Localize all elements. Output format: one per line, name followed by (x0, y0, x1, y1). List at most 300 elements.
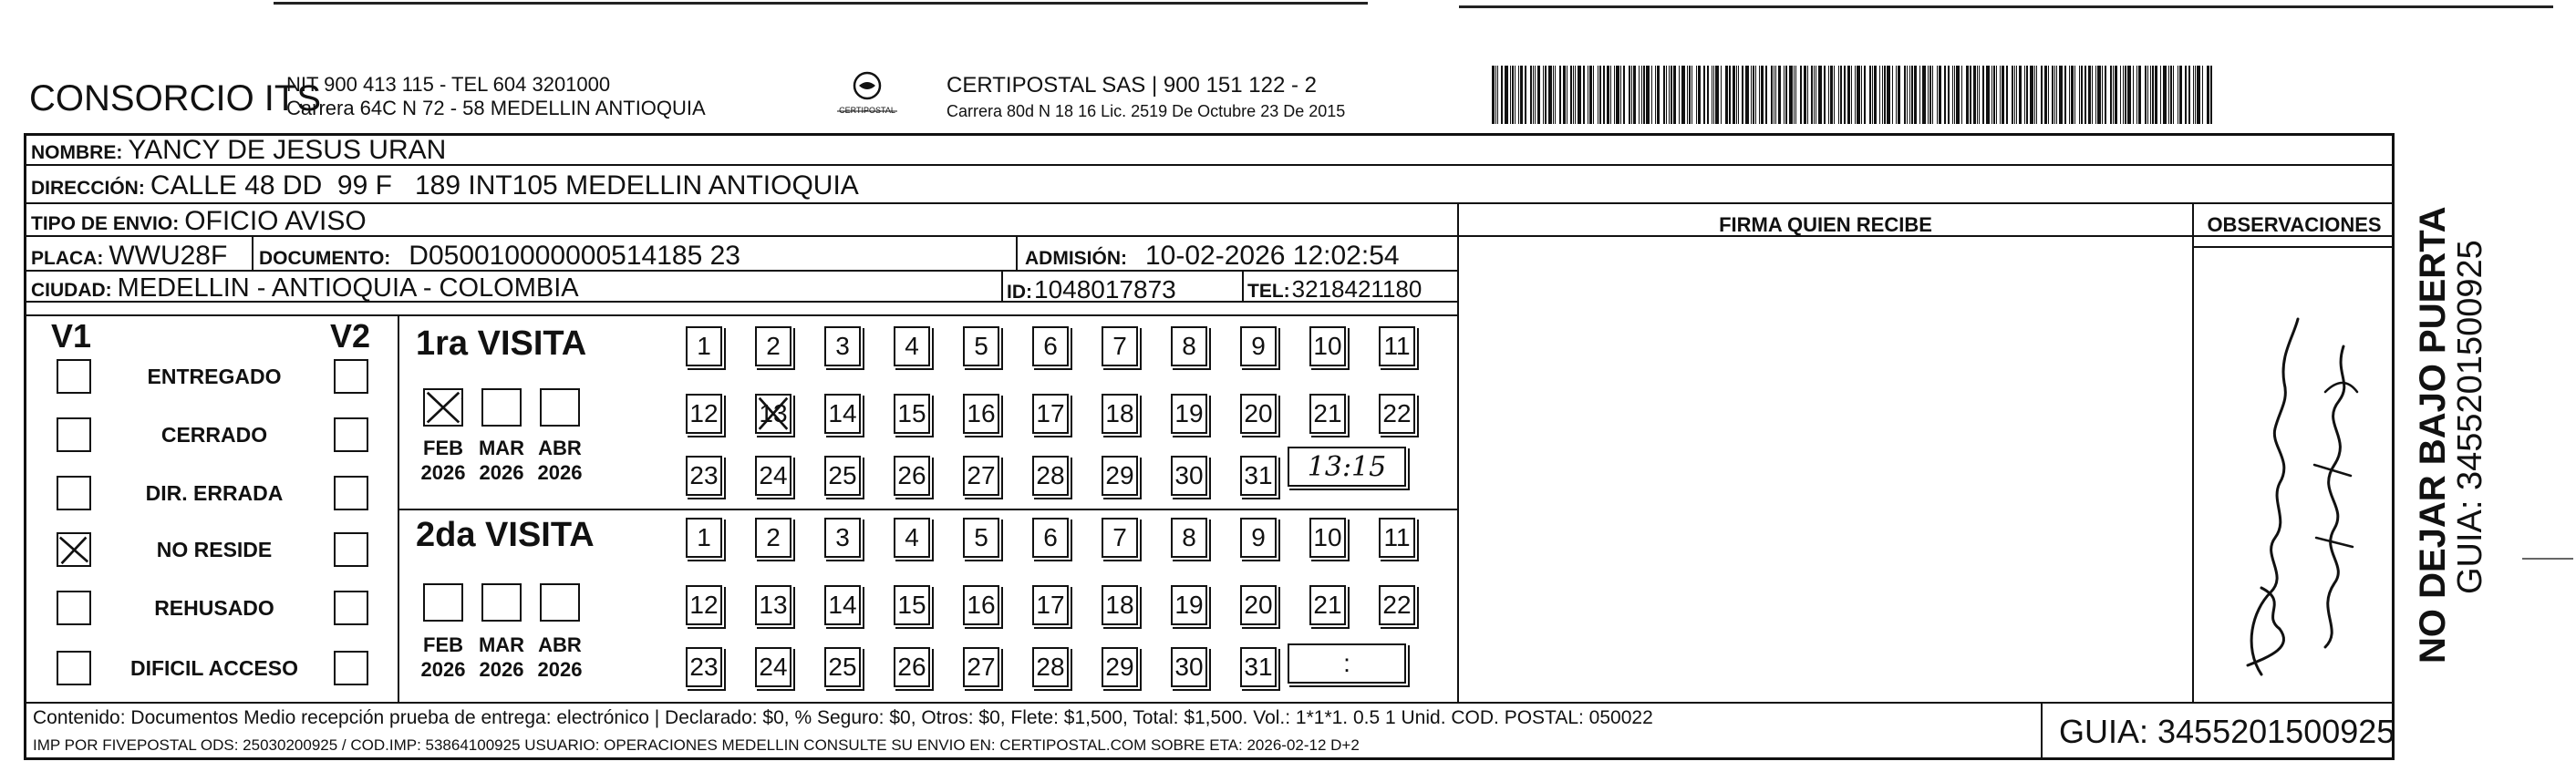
visit1-day-box[interactable] (1102, 456, 1138, 496)
barcode-bar (1703, 66, 1705, 124)
barcode-bar (1548, 66, 1552, 124)
visit2-day-box[interactable] (686, 518, 722, 558)
barcode-bar (1725, 66, 1728, 124)
status-v1-checkbox[interactable] (57, 532, 91, 567)
visit1-day-box[interactable] (755, 456, 791, 496)
barcode-bar (2102, 66, 2103, 124)
barcode-bar (1824, 66, 1826, 124)
visit2-day-box[interactable] (755, 518, 791, 558)
barcode-bar (1864, 66, 1866, 124)
rule (1457, 202, 1459, 702)
day-number: 21 (1313, 399, 1342, 427)
barcode-bar (1687, 66, 1688, 124)
barcode-bar (1751, 66, 1752, 124)
barcode-bar (1745, 66, 1749, 124)
status-v1-checkbox[interactable] (57, 359, 91, 394)
visit2-day-box[interactable] (1032, 585, 1069, 625)
day-number: 20 (1244, 591, 1273, 619)
barcode-bar (2110, 66, 2112, 124)
status-label: ENTREGADO (147, 365, 282, 388)
value-nombre: YANCY DE JESUS URAN (128, 135, 447, 165)
barcode-bar (1623, 66, 1625, 124)
barcode-bar (1970, 66, 1971, 124)
barcode-bar (1778, 66, 1781, 124)
barcode-bar (1655, 66, 1656, 124)
status-v1-checkbox[interactable] (57, 591, 91, 625)
barcode-bar (1698, 66, 1701, 124)
day-number: 3 (835, 523, 850, 551)
visit2-day-box[interactable] (1309, 585, 1346, 625)
barcode-bar (1663, 66, 1665, 124)
footer-guia: GUIA: 3455201500925 (2059, 713, 2395, 750)
visit1-month-checkbox[interactable] (540, 388, 580, 427)
visit1-day-box[interactable] (894, 456, 930, 496)
visit1-day-box[interactable] (686, 394, 722, 434)
barcode-bar (1520, 66, 1523, 124)
barcode-bar (1844, 66, 1846, 124)
visit1-day-box[interactable] (1379, 326, 1415, 366)
visit2-time-box (1288, 643, 1424, 689)
scan-edge-lines (0, 0, 2576, 15)
barcode-bar (1614, 66, 1615, 124)
visit2-day-box[interactable] (963, 518, 999, 558)
visit1-month-label (474, 436, 529, 485)
visit1-day-box[interactable] (1171, 456, 1207, 496)
barcode-bar (1651, 66, 1652, 124)
barcode-bar (1869, 66, 1871, 124)
row-direccion (31, 170, 859, 201)
day-number: 11 (1383, 332, 1411, 360)
label-ciudad: CIUDAD: (31, 280, 112, 301)
day-number: 24 (759, 461, 788, 489)
barcode-bar (1535, 66, 1536, 124)
label-placa: PLACA: (31, 248, 104, 269)
barcode-bar (2019, 66, 2022, 124)
barcode-bar (1879, 66, 1880, 124)
visit1-day-box[interactable] (963, 326, 999, 366)
month-name: ABR (538, 437, 582, 459)
certipostal-info (947, 73, 1345, 121)
barcode-bar (2202, 66, 2203, 124)
visit2-day-box[interactable] (755, 585, 791, 625)
barcode-bar (1666, 66, 1667, 124)
day-number: 3 (835, 332, 850, 360)
value-documento: D050010000000514185 23 (409, 241, 740, 271)
barcode-bar (2105, 66, 2106, 124)
barcode-bar (2095, 66, 2096, 124)
day-number: 18 (1105, 399, 1134, 427)
day-number: 22 (1382, 399, 1412, 427)
day-number: 29 (1105, 653, 1134, 681)
barcode-bar (1753, 66, 1754, 124)
barcode-bar (2071, 66, 2074, 124)
rule (24, 702, 2395, 704)
visit2-month-checkbox[interactable] (481, 583, 522, 622)
visit2-day-box[interactable] (824, 585, 861, 625)
barcode-bar (1872, 66, 1873, 124)
status-v2-checkbox[interactable] (334, 591, 368, 625)
barcode-bar (1589, 66, 1592, 124)
visit1-day-box[interactable] (1240, 456, 1277, 496)
barcode-bar (1929, 66, 1931, 124)
barcode-bar (1631, 66, 1632, 124)
day-number: 23 (689, 653, 719, 681)
barcode-bar (2113, 66, 2114, 124)
barcode-bar (1804, 66, 1806, 124)
day-number: 30 (1174, 461, 1204, 489)
visit2-day-box[interactable] (963, 647, 999, 687)
company-address-line: Carrera 64C N 72 - 58 MEDELLIN ANTIOQUIA (286, 97, 706, 119)
visit1-month-checkbox[interactable] (423, 388, 463, 427)
visit1-day-box[interactable] (963, 456, 999, 496)
day-number: 31 (1244, 461, 1273, 489)
barcode-bar (2044, 66, 2047, 124)
day-number: 29 (1105, 461, 1134, 489)
visit1-day-box[interactable] (1032, 326, 1069, 366)
v1-heading: V1 (51, 317, 92, 355)
barcode-bar (1919, 66, 1920, 124)
barcode-bar (1553, 66, 1554, 124)
label-admision: ADMISIÓN: (1025, 248, 1127, 269)
day-number: 21 (1313, 591, 1342, 619)
day-number: 27 (967, 461, 996, 489)
visit1-day-box[interactable] (1171, 326, 1207, 366)
status-label: CERRADO (160, 423, 268, 447)
row-id (1007, 275, 1176, 304)
barcode-bar (1555, 66, 1556, 124)
barcode-bar (2014, 66, 2015, 124)
barcode-bar (1559, 66, 1561, 124)
barcode-bar (2160, 66, 2161, 124)
barcode-bar (2185, 66, 2187, 124)
rule (2192, 202, 2194, 702)
visit2-day-box[interactable] (894, 585, 930, 625)
barcode-bar (2085, 66, 2086, 124)
visit1-day-box[interactable] (1032, 456, 1069, 496)
status-v2-checkbox[interactable] (334, 359, 368, 394)
visit2-day-box[interactable] (1032, 518, 1069, 558)
visit2-day-box[interactable] (1171, 585, 1207, 625)
status-v2-checkbox[interactable] (334, 651, 368, 685)
visit2-month-checkbox[interactable] (423, 583, 463, 622)
barcode-bar (1800, 66, 1802, 124)
barcode-bar (1874, 66, 1877, 124)
visit1-day-box[interactable] (1032, 394, 1069, 434)
barcode-bar (2207, 66, 2209, 124)
barcode-bar (2195, 66, 2196, 124)
barcode-bar (2069, 66, 2070, 124)
day-number: 15 (897, 399, 926, 427)
checkmark-x-icon (757, 396, 790, 432)
rule (1242, 270, 1244, 301)
day-number: 20 (1244, 399, 1273, 427)
day-number: 28 (1036, 653, 1065, 681)
visit2-day-box[interactable] (1379, 518, 1415, 558)
label-tel: TEL: (1247, 281, 1290, 302)
day-number: 6 (1043, 332, 1058, 360)
day-number: 16 (967, 591, 996, 619)
day-number: 14 (828, 591, 857, 619)
barcode-bar (1691, 66, 1692, 124)
company-info (286, 73, 706, 120)
barcode-bar (1689, 66, 1691, 124)
visit2-day-box[interactable] (1379, 585, 1415, 625)
barcode-bar (2024, 66, 2025, 124)
month-year: 2026 (537, 658, 583, 681)
visit2-day-box[interactable] (1240, 518, 1277, 558)
barcode-bar (1937, 66, 1938, 124)
barcode-bar (1914, 66, 1917, 124)
barcode-bar (1713, 66, 1714, 124)
visit2-day-box[interactable] (686, 647, 722, 687)
barcode-bar (1882, 66, 1883, 124)
visit1-day-box[interactable] (1379, 394, 1415, 434)
barcode-bar (2034, 66, 2035, 124)
side-tick (2522, 558, 2573, 560)
barcode-bar (1755, 66, 1756, 124)
barcode-bar (2048, 66, 2049, 124)
barcode-bar (1818, 66, 1822, 124)
handwritten-observation (2207, 264, 2380, 693)
day-number: 11 (1383, 523, 1411, 551)
certipostal-logo-text: CERTIPOSTAL (839, 106, 895, 115)
certipostal-name-line: CERTIPOSTAL SAS | 900 151 122 - 2 (947, 73, 1317, 98)
barcode-bar (1851, 66, 1852, 124)
barcode-bar (1794, 66, 1795, 124)
visit2-title: 2da VISITA (416, 516, 595, 554)
visit1-day-box[interactable] (894, 394, 930, 434)
visit1-day-box[interactable] (755, 326, 791, 366)
barcode-bar (1570, 66, 1572, 124)
barcode-bar (1991, 66, 1992, 124)
day-number: 23 (689, 461, 719, 489)
barcode-bar (1993, 66, 1995, 124)
barcode-bar (2150, 66, 2151, 124)
visit2-day-box[interactable] (1309, 518, 1346, 558)
visit1-day-box[interactable] (1171, 394, 1207, 434)
day-number: 9 (1251, 523, 1266, 551)
barcode-bar (2002, 66, 2004, 124)
visit2-day-box[interactable] (1102, 518, 1138, 558)
visit1-day-box[interactable] (686, 326, 722, 366)
visit1-day-box[interactable] (755, 394, 791, 434)
barcode-bar (1855, 66, 1856, 124)
barcode-bar (1639, 66, 1640, 124)
barcode-bar (1896, 66, 1897, 124)
barcode-bar (1887, 66, 1890, 124)
visit2-day-box[interactable] (755, 647, 791, 687)
day-number: 17 (1036, 399, 1065, 427)
status-v2-checkbox[interactable] (334, 476, 368, 510)
visit2-day-box[interactable] (1032, 647, 1069, 687)
barcode-bar (1857, 66, 1860, 124)
barcode-bar (1729, 66, 1731, 124)
status-v1-checkbox[interactable] (57, 476, 91, 510)
barcode-bar (1898, 66, 1900, 124)
visit2-day-box[interactable] (686, 585, 722, 625)
label-id: ID: (1007, 282, 1032, 303)
barcode-bar (1847, 66, 1850, 124)
visit1-day-box[interactable] (1309, 394, 1346, 434)
status-label: DIFICIL ACCESO (129, 656, 298, 680)
barcode-bar (2064, 66, 2066, 124)
visit2-time-frame (1288, 643, 1406, 684)
label-tipo-envio: TIPO DE ENVIO: (31, 213, 180, 234)
barcode-bar (1495, 66, 1496, 124)
barcode-bar (2012, 66, 2013, 124)
visit1-day-box[interactable] (1309, 326, 1346, 366)
month-year: 2026 (420, 658, 466, 681)
barcode-bar (2133, 66, 2134, 124)
checkmark-x-icon (425, 390, 461, 425)
barcode-bar (1721, 66, 1722, 124)
rule (252, 235, 253, 272)
barcode-bar (2074, 66, 2075, 124)
status-v2-checkbox[interactable] (334, 532, 368, 567)
visit2-day-box[interactable] (963, 585, 999, 625)
barcode-bar (1505, 66, 1508, 124)
row-admision (1025, 241, 1400, 272)
visit1-day-box[interactable] (824, 394, 861, 434)
visit2-day-box[interactable] (1171, 518, 1207, 558)
visit2-day-box[interactable] (824, 518, 861, 558)
barcode-bar (1789, 66, 1793, 124)
v2-heading: V2 (330, 317, 371, 355)
visit1-day-box[interactable] (824, 456, 861, 496)
visit1-month-checkbox[interactable] (481, 388, 522, 427)
visit1-day-box[interactable] (686, 456, 722, 496)
visit1-day-box[interactable] (1102, 326, 1138, 366)
visit1-title: 1ra VISITA (416, 324, 587, 363)
visit2-day-box[interactable] (1171, 647, 1207, 687)
row-documento (259, 241, 740, 272)
visit1-day-box[interactable] (1240, 394, 1277, 434)
day-number: 28 (1036, 461, 1065, 489)
barcode-bar (2081, 66, 2083, 124)
visit2-month-label (416, 633, 471, 682)
barcode-bar (1563, 66, 1566, 124)
row-nombre (31, 135, 446, 166)
visit2-time: : (1343, 649, 1350, 677)
barcode-bar (2147, 66, 2148, 124)
barcode-bar (1673, 66, 1676, 124)
visit2-day-box[interactable] (824, 647, 861, 687)
visit2-day-box[interactable] (894, 518, 930, 558)
side-guia: GUIA: 3455201500925 (2451, 240, 2489, 594)
checkmark-x-icon (58, 534, 89, 565)
status-v1-checkbox[interactable] (57, 417, 91, 452)
visit1-time-box (1288, 447, 1424, 492)
month-name: ABR (538, 633, 582, 656)
month-name: FEB (423, 633, 463, 656)
barcode-bar (1715, 66, 1719, 124)
value-id: 1048017873 (1034, 275, 1176, 304)
visit1-month-label (416, 436, 471, 485)
day-number: 1 (697, 332, 711, 360)
barcode-bar (1834, 66, 1835, 124)
day-number: 31 (1244, 653, 1273, 681)
barcode-bar (1525, 66, 1526, 124)
visit1-day-box[interactable] (963, 394, 999, 434)
barcode-bar (2136, 66, 2137, 124)
visit2-day-box[interactable] (1102, 647, 1138, 687)
barcode-bar (1944, 66, 1946, 124)
barcode-bar (1861, 66, 1862, 124)
day-number: 24 (759, 653, 788, 681)
certipostal-logo (832, 69, 903, 120)
day-number: 8 (1182, 523, 1196, 551)
rule (24, 314, 1459, 316)
visit1-day-box[interactable] (1240, 326, 1277, 366)
day-number: 7 (1112, 523, 1127, 551)
barcode-bar (1707, 66, 1709, 124)
barcode-bar (2168, 66, 2169, 124)
barcode-bar (1814, 66, 1815, 124)
day-number: 16 (967, 399, 996, 427)
day-number: 26 (897, 653, 926, 681)
value-tel: 3218421180 (1291, 275, 1422, 303)
barcode-bar (1742, 66, 1743, 124)
month-name: FEB (423, 437, 463, 459)
day-number: 27 (967, 653, 996, 681)
visit2-month-checkbox[interactable] (540, 583, 580, 622)
barcode-bar (1679, 66, 1680, 124)
visit1-day-box[interactable] (824, 326, 861, 366)
visit2-day-box[interactable] (894, 647, 930, 687)
value-tipo-envio: OFICIO AVISO (184, 206, 367, 236)
barcode-bar (1643, 66, 1645, 124)
barcode-bar (1681, 66, 1685, 124)
barcode-bar (2056, 66, 2057, 124)
visit1-day-box[interactable] (894, 326, 930, 366)
visit2-day-box[interactable] (1240, 585, 1277, 625)
status-v2-checkbox[interactable] (334, 417, 368, 452)
certipostal-license-line: Carrera 80d N 18 16 Lic. 2519 De Octubre 23 De 2015 (947, 102, 1346, 120)
day-number: 13 (759, 399, 788, 427)
barcode-bar (1761, 66, 1764, 124)
value-ciudad: MEDELLIN - ANTIOQUIA - COLOMBIA (117, 273, 579, 303)
barcode-bar (1785, 66, 1787, 124)
day-number: 25 (828, 461, 857, 489)
rule (2041, 702, 2043, 760)
day-number: 19 (1174, 591, 1204, 619)
month-name: MAR (478, 437, 525, 459)
visit1-time-frame (1288, 447, 1406, 487)
row-tel (1247, 275, 1422, 304)
visit1-day-box[interactable] (1102, 394, 1138, 434)
barcode-bar (2210, 66, 2212, 124)
handwriting-icon (2207, 264, 2380, 693)
barcode-bar (1909, 66, 1910, 124)
label-direccion: DIRECCIÓN: (31, 178, 145, 199)
day-number: 4 (905, 332, 919, 360)
day-number: 5 (974, 332, 988, 360)
visit2-day-box[interactable] (1240, 647, 1277, 687)
status-label: DIR. ERRADA (145, 481, 284, 505)
day-number: 25 (828, 653, 857, 681)
visit2-day-box[interactable] (1102, 585, 1138, 625)
status-v1-checkbox[interactable] (57, 651, 91, 685)
value-admision: 10-02-2026 12:02:54 (1145, 241, 1400, 271)
barcode-bar (2155, 66, 2157, 124)
day-number: 30 (1174, 653, 1204, 681)
day-number: 10 (1313, 332, 1342, 360)
barcode-bar (1956, 66, 1960, 124)
barcode-bar (1979, 66, 1980, 124)
barcode-bar (2115, 66, 2117, 124)
visit1-time: 13:15 (1307, 450, 1387, 483)
barcode-bar (1501, 66, 1503, 124)
